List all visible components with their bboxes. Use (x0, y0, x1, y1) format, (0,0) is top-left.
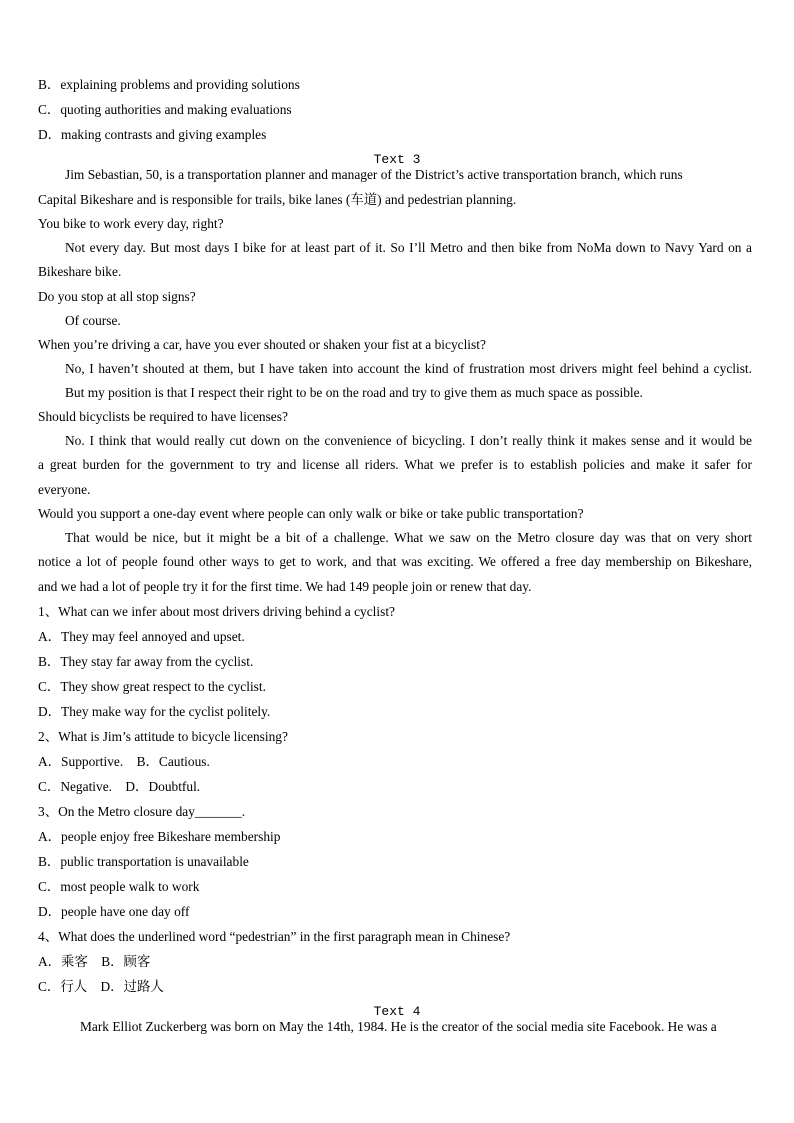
question-1-option: B．They stay far away from the cyclist. (38, 654, 254, 669)
interview-question: You bike to work every day, right? (38, 216, 224, 231)
question-4-option: A．乘客 B．顾客 (38, 954, 151, 969)
question-4-option: C．行人 D．过路人 (38, 979, 164, 994)
paragraph-line: No. I think that would really cut down on the convenience of bicycling. I don’t really think it makes sense and it would be (65, 433, 752, 448)
question-3-option: D．people have one day off (38, 904, 190, 919)
question-3-option: C．most people walk to work (38, 879, 200, 894)
paragraph-line: Mark Elliot Zuckerberg was born on May the 14th, 1984. He is the creator of the social media site Facebook. He was a (80, 1019, 717, 1034)
paragraph-line: Of course. (65, 313, 121, 328)
paragraph-line: Jim Sebastian, 50, is a transportation planner and manager of the District’s active transportation branch, which runs (65, 167, 683, 182)
interview-question: Do you stop at all stop signs? (38, 289, 196, 304)
paragraph-line: Not every day. But most days I bike for at least part of it. So I’ll Metro and then bike from NoMa down to Navy Yard on a (65, 240, 752, 255)
option-d: D．making contrasts and giving examples (38, 127, 267, 142)
question-3-option: A．people enjoy free Bikeshare membership (38, 829, 281, 844)
question-2-option: C．Negative. D．Doubtful. (38, 779, 201, 794)
paragraph-line: notice a lot of people found other ways to get to work, and that was exciting. We offered a free day membership on Bikeshare, (38, 554, 752, 569)
paragraph-line: a great burden for the government to try and license all riders. What we prefer is to establish policies and make it safer for (38, 457, 752, 472)
section-heading: Text 4 (373, 1004, 421, 1019)
section-heading: Text 3 (373, 152, 421, 167)
paragraph-line: But my position is that I respect their right to be on the road and try to give them as much space as possible. (65, 385, 643, 400)
question-2: 2、What is Jim’s attitude to bicycle licensing? (38, 729, 288, 744)
question-1-option: C．They show great respect to the cyclist. (38, 679, 266, 694)
paragraph-line: No, I haven’t shouted at them, but I have taken into account the kind of frustration most drivers might feel behind a cyclist. (65, 361, 752, 376)
paragraph-line: and we had a lot of people try it for the first time. We had 149 people join or renew that day. (38, 579, 532, 594)
interview-question: Would you support a one-day event where people can only walk or bike or take public transportation? (38, 506, 584, 521)
option-b: B．explaining problems and providing solutions (38, 77, 300, 92)
question-2-option: A．Supportive. B．Cautious. (38, 754, 210, 769)
interview-question: When you’re driving a car, have you ever shouted or shaken your fist at a bicyclist? (38, 337, 486, 352)
question-1-option: A．They may feel annoyed and upset. (38, 629, 245, 644)
paragraph-line: Bikeshare bike. (38, 264, 122, 279)
interview-question: Should bicyclists be required to have licenses? (38, 409, 288, 424)
question-3-option: B．public transportation is unavailable (38, 854, 249, 869)
option-c: C．quoting authorities and making evaluations (38, 102, 292, 117)
question-4: 4、What does the underlined word “pedestrian” in the first paragraph mean in Chinese? (38, 929, 511, 944)
question-1: 1、What can we infer about most drivers driving behind a cyclist? (38, 604, 395, 619)
question-1-option: D．They make way for the cyclist politely. (38, 704, 271, 719)
paragraph-line: everyone. (38, 482, 91, 497)
question-3: 3、On the Metro closure day_______. (38, 804, 246, 819)
paragraph-line: That would be nice, but it might be a bit of a challenge. What we saw on the Metro closure day was that on very short (65, 530, 752, 545)
paragraph-line: Capital Bikeshare and is responsible for trails, bike lanes (车道) and pedestrian planning. (38, 192, 517, 207)
